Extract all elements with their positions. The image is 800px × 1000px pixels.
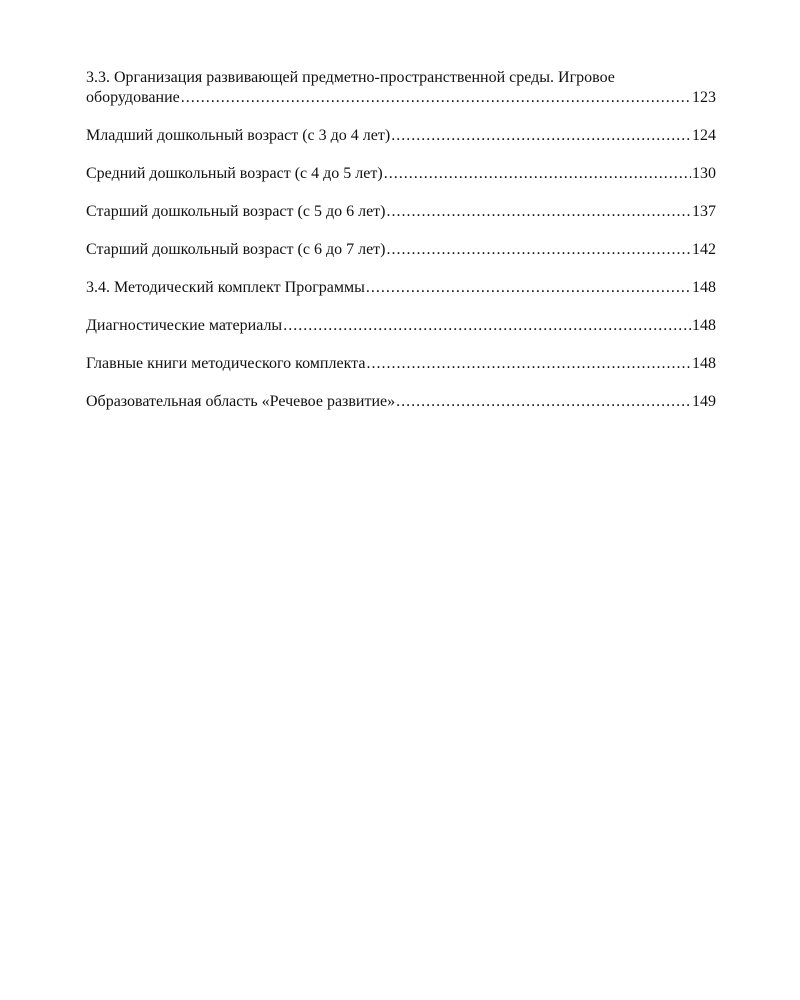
dot-leader [181,88,691,108]
toc-page-number: 142 [692,241,716,258]
toc-entry-middle-age[interactable] [86,164,716,184]
toc-entry-title-line1: 3.3. Организация развивающей предметно-пространственной среды. Игровое [86,69,615,86]
table-of-contents [86,68,716,412]
dot-leader [387,202,692,222]
toc-entry-title: Младший дошкольный возраст (с 3 до 4 лет) [86,127,391,144]
toc-entry-title: Старший дошкольный возраст (с 6 до 7 лет) [86,241,386,258]
dot-leader [366,354,691,374]
toc-page-number: 148 [692,279,716,296]
toc-page-number: 148 [692,317,716,334]
toc-entry-title: Главные книги методического комплекта [86,355,366,372]
toc-entry-title: оборудование [86,89,180,106]
toc-entry-title: Средний дошкольный возраст (с 4 до 5 лет) [86,165,383,182]
dot-leader [283,316,691,336]
dot-leader [366,278,691,298]
toc-entry-3-3[interactable] [86,68,716,108]
dot-leader [384,164,691,184]
toc-entry-title: Старший дошкольный возраст (с 5 до 6 лет) [86,203,386,220]
toc-entry-senior-age-5-6[interactable] [86,202,716,222]
toc-page-number: 149 [692,393,716,410]
document-page [86,68,716,430]
toc-entry-title: Образовательная область «Речевое развитие» [86,393,396,410]
toc-page-number: 137 [692,203,716,220]
dot-leader [396,392,691,412]
toc-entry-title: Диагностические материалы [86,317,283,334]
toc-page-number: 124 [692,127,716,144]
dot-leader [387,240,692,260]
toc-entry-senior-age-6-7[interactable] [86,240,716,260]
dot-leader [391,126,691,146]
toc-entry-younger-age[interactable] [86,126,716,146]
toc-entry-main-books[interactable] [86,354,716,374]
toc-entry-diagnostic-materials[interactable] [86,316,716,336]
toc-page-number: 130 [692,165,716,182]
toc-entry-title: 3.4. Методический комплект Программы [86,279,365,296]
toc-entry-3-4[interactable] [86,278,716,298]
toc-page-number: 148 [692,355,716,372]
toc-entry-speech-development[interactable] [86,392,716,412]
toc-page-number: 123 [692,89,716,106]
